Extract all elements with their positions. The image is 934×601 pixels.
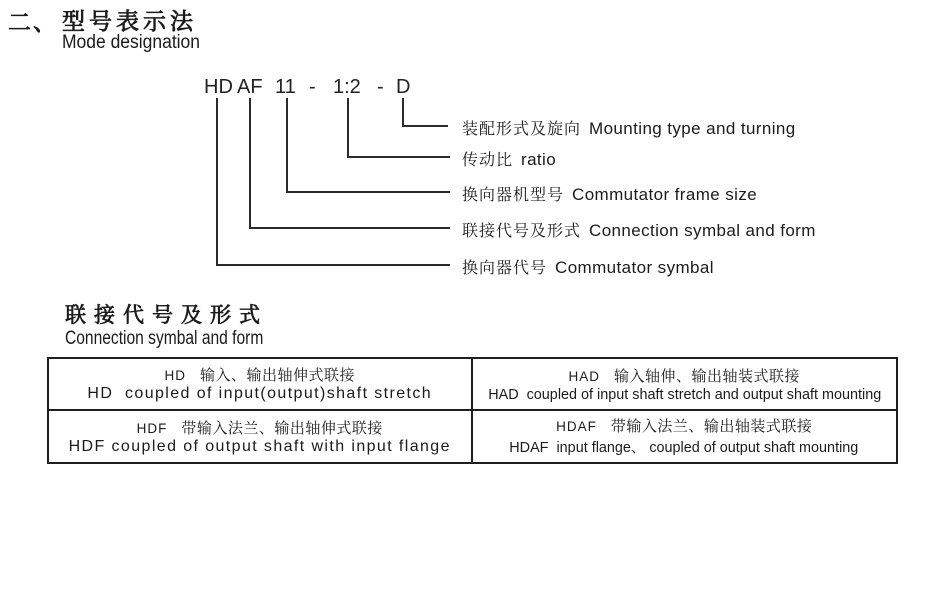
diagram-label-connection [462,218,816,241]
diagram-label-symbal-zh: 换向器代号 [462,260,548,277]
table-cell-hdf [49,411,473,463]
diagram-label-mounting [462,116,796,139]
model-code-d: D [396,76,411,98]
diagram-label-mounting-en: Mounting type and turning [589,119,796,138]
diagram-label-frame-size-en: Commutator frame size [572,185,758,204]
diagram-label-frame-size [462,182,757,205]
connector-line-ratio-vertical [347,98,349,158]
connector-line-11-horizontal [286,191,450,193]
diagram-label-ratio [462,147,556,170]
section-heading-zh: 联接代号及形式 [65,304,268,327]
model-code-ratio: 1:2 [333,76,361,98]
table-cell-hd-en: HD coupled of input(output)shaft stretch [87,385,433,403]
table-cell-had [473,359,897,411]
table-cell-hdf-zh: 带输入法兰、输出轴伸式联接 [181,419,383,437]
page-title-zh: 型号表示法 [62,8,197,34]
model-code-dash1: - [309,76,316,98]
connector-line-hd-vertical [216,98,218,266]
connector-line-af-horizontal [249,227,450,229]
diagram-label-ratio-zh: 传动比 [462,152,514,169]
connector-line-ratio-horizontal [347,156,450,158]
diagram-label-symbal-en: Commutator symbal [555,258,714,277]
connection-table [47,357,898,464]
table-cell-hd-zh-line [164,364,355,385]
model-code-af: AF [237,76,263,98]
table-cell-hd [49,359,473,411]
connector-line-d-horizontal [402,125,448,127]
table-cell-had-code: HAD [568,368,600,384]
table-cell-hd-code: HD [164,368,186,384]
table-cell-hdaf-zh-line [556,415,812,436]
model-code-dash2: - [377,76,384,98]
section-heading-en: Connection symbal and form [65,328,264,349]
model-code-11: 11 [275,76,296,98]
table-cell-hdf-zh-line [137,417,383,438]
diagram-label-ratio-en: ratio [521,150,557,169]
table-cell-hdf-en: HDF coupled of output shaft with input flange [68,437,451,455]
diagram-label-symbal [462,255,714,278]
diagram-label-connection-en: Connection symbal and form [589,221,816,240]
table-cell-had-zh: 输入轴伸、输出轴装式联接 [614,367,801,385]
table-cell-hdaf-zh: 带输入法兰、输出轴装式联接 [610,418,813,436]
table-cell-hd-zh: 输入、输出轴伸式联接 [199,367,355,385]
model-code-hd: HD [204,76,233,98]
connector-line-hd-horizontal [216,264,450,266]
connector-line-d-vertical [402,98,404,127]
table-cell-had-zh-line [568,365,800,386]
table-cell-hdaf-code: HDAF [556,419,597,435]
table-cell-hdaf-en: HDAF input flange、 coupled of output shaft mounting [509,439,859,457]
diagram-label-mounting-zh: 装配形式及旋向 [462,121,582,138]
page-title-number: 二、 [8,9,58,35]
diagram-label-connection-zh: 联接代号及形式 [462,223,582,240]
table-cell-hdf-code: HDF [136,420,168,436]
table-cell-hdaf [473,411,897,463]
table-cell-had-en: HAD coupled of input shaft stretch and output shaft mounting [487,385,881,403]
connector-line-11-vertical [286,98,288,193]
diagram-label-frame-size-zh: 换向器机型号 [462,187,565,204]
page-title-en: Mode designation [62,32,200,53]
connector-line-af-vertical [249,98,251,229]
